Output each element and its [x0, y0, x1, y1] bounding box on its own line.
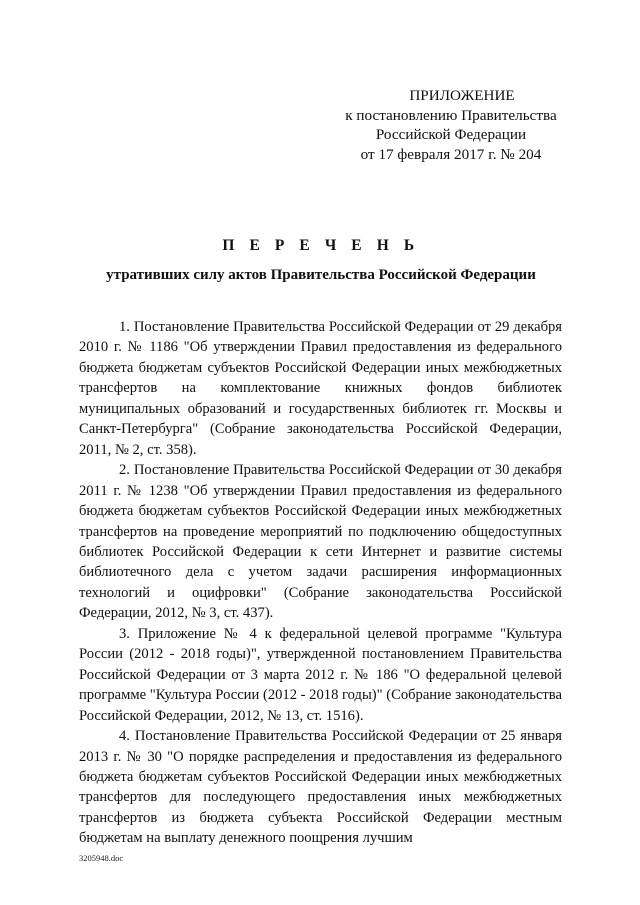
appendix-heading: ПРИЛОЖЕНИЕ	[409, 87, 515, 104]
appendix-date-line: от 17 февраля 2017 г. № 204	[360, 145, 542, 163]
footer-doc-id: 3205948.doc	[79, 853, 124, 863]
appendix-line: к постановлению Правительства	[345, 106, 557, 124]
list-item: 4. Постановление Правительства Российской Федерации от 25 января 2013 г. № 30 "О порядке распределения и предоставления из федерального бюджета бюджетам субъектов Российской Федерации иных межбюджетных трансфертов для последующего предоставления иных межбюджетных трансфертов из бюджета субъекта Российской Федерации местным бюджетам на выплату денежного поощрения лучшим	[79, 728, 562, 847]
document-title: П Е Р Е Ч Е Н Ь	[222, 237, 420, 254]
list-item: 3. Приложение № 4 к федеральной целевой программе "Культура России (2012 - 2018 годы)", утвержденной постановлением Правительства Российской Федерации от 3 марта 2012 г. № 186 "О федеральной целевой программе "Культура России (2012 - 2018 годы)" (Собрание законодательства Российской Федерации, 2012, № 13, ст. 1516).	[79, 625, 562, 724]
appendix-line: Российской Федерации	[375, 126, 527, 143]
list-item: 1. Постановление Правительства Российской Федерации от 29 декабря 2010 г. № 1186 "Об утверждении Правил предоставления из федерального бюджета бюджетам субъектов Российской Федерации иных межбюджетных трансфертов на комплектование книжных фондов библиотек муниципальных образований и государственных библиотек гг. Москвы и Санкт-Петербурга" (Собрание законодательства Российской Федерации, 2011, № 2, ст. 358).	[79, 319, 562, 458]
list-item: 2. Постановление Правительства Российской Федерации от 30 декабря 2011 г. № 1238 "Об утверждении Правил предоставления из федерального бюджета бюджетам субъектов Российской Федерации иных межбюджетных трансфертов на проведение мероприятий по подключению общедоступных библиотек Российской Федерации к сети Интернет и развитие системы библиотечного дела с учетом задачи расширения информационных технологий и оцифровки" (Собрание законодательства Российской Федерации, 2012, № 3, ст. 437).	[79, 462, 562, 622]
appendix-block	[340, 86, 562, 164]
document-subtitle: утративших силу актов Правительства Российской Федерации	[106, 267, 536, 283]
title-block	[60, 236, 582, 285]
acts-list	[79, 317, 562, 849]
